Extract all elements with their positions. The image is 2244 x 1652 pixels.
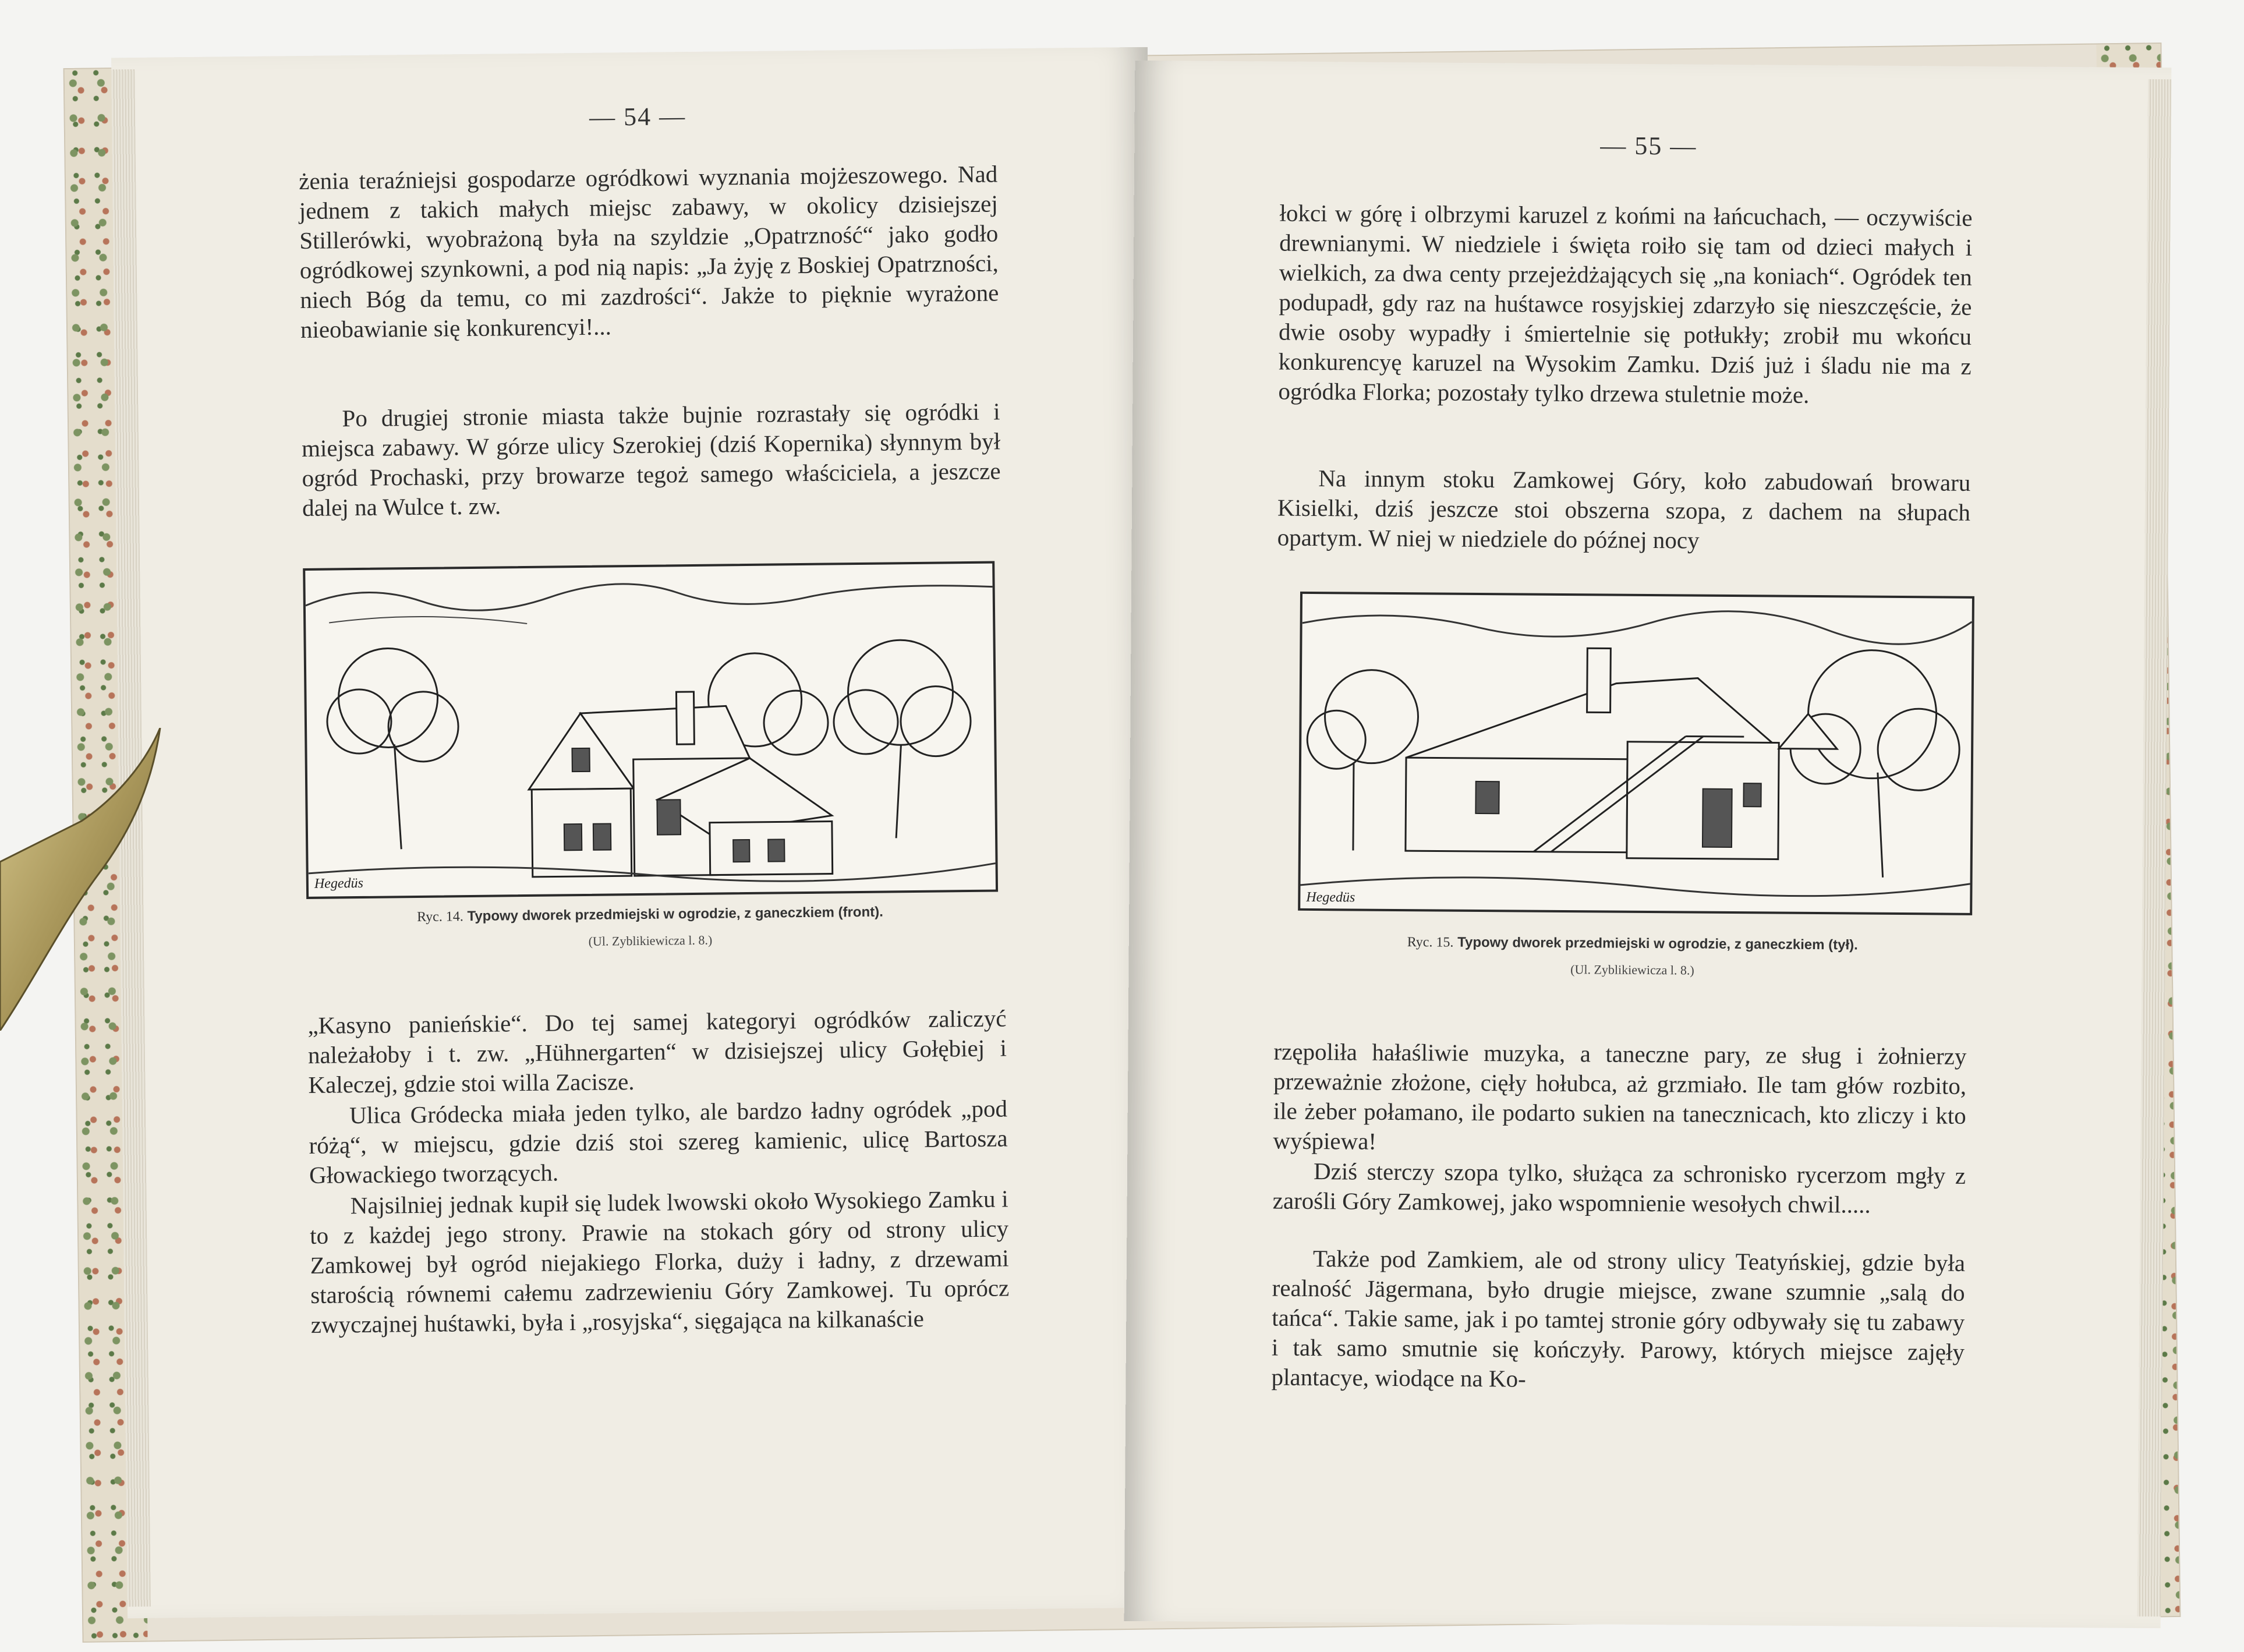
figure-15-title: Typowy dworek przedmiejski w ogrodzie, z ganeczkiem (tył). — [1457, 934, 1858, 953]
figure-signature-right: Hegedüs — [1306, 889, 1355, 905]
house-back-drawing — [1300, 594, 1972, 913]
paragraph-right-top: łokci w górę i olbrzymi karuzel z końmi na łańcuchach, — oczywiście drewnianymi. W niedziele i święta roiło się tam od dzieci małych i wielkich, za dwa centy przejeżdżających się „na koniach“. Ogródek ten podupadł, gdy raz na huśtawce rosyjskiej zdarzyło się nieszczęście, że dwie osoby wypadły i śmiertelnie się potłukły; zrobił mu wkońcu konkurencyę karuzel na Wysokim Zamku. Dziś już i śladu nie ma z ogródka Florka; pozostały tylko drzewa stuletnie może. — [1278, 199, 1973, 408]
figure-14-illustration — [303, 561, 998, 899]
paragraph-left-top: żenia teraźniejsi gospodarze ogródkowi wyznania mojżeszowego. Nad jednem z takich małych miejsc zabawy, w okolicy dzisiejszej Stillerówki, wyobrażoną była na szyldzie „Opatrzność“ jako godło ogródkowej szynkowni, a pod nią napis: „Ja żyję z Boskiej Opatrzności, niech Bóg da temu, co mi zazdrości“. Jakże to pięknie wyrażone nieobawianie się konkurencyi!... — [299, 160, 999, 344]
letter-opener — [0, 728, 169, 1031]
page-number-right: — 55 — — [1600, 131, 1697, 161]
figure-15-label: Ryc. 15. — [1407, 935, 1454, 950]
figure-signature-left: Hegedüs — [314, 875, 364, 892]
house-front-drawing — [305, 564, 996, 897]
paragraph-left-bottom-1: „Kasyno panieńskie“. Do tej samej kategoryi ogródków zaliczyć należałoby i t. zw. „Hühnergarten“ w dzisiejszej ulicy Gołębiej i Kaleczej, gdzie stoi willa Zacisze. — [307, 1004, 1007, 1098]
paragraph-right-bottom-2: Dziś sterczy szopa tylko, służąca za schronisko rycerzom mgły z zarośli Góry Zamkowej, jako wspomnienie wesołych chwil..... — [1272, 1158, 1966, 1218]
paragraph-left-bottom-3: Najsilniej jednak kupił się ludek lwowski około Wysokiego Zamku i to z każdej jego strony. Prawie na stokach góry od strony ulicy Zamkowej był ogród niejakiego Florka, duży i ładny, z drzewami starością równemi całemu zadrzewieniu Góry Zamkowej. Tu oprócz zwyczajnej huśtawki, była i „rosyjska“, sięgająca na kilkanaście — [309, 1185, 1010, 1338]
paragraph-left-bottom-2: Ulica Gródecka miała jeden tylko, ale bardzo ładny ogródek „pod różą“, w miejscu, gdzie dziś stoi szereg kamienic, ulicę Bartosza Głowackiego tworzących. — [309, 1095, 1008, 1188]
figure-14-title: Typowy dworek przedmiejski w ogrodzie, z ganeczkiem (front). — [467, 904, 883, 925]
figure-15-illustration — [1298, 592, 1974, 915]
paragraph-right-top-2: Na innym stoku Zamkowej Góry, koło zabudowań browaru Kisielki, dziś jeszcze stoi obszerna szopa, z dachem na słupach opartym. W niej w niedziele do późnej nocy — [1277, 465, 1971, 554]
figure-14-caption — [306, 903, 993, 926]
figure-14-label: Ryc. 14. — [416, 909, 463, 925]
page-number-left: — 54 — — [589, 102, 686, 132]
figure-15-subcaption: (Ul. Zyblikiewicza l. 8.) — [1570, 962, 1694, 978]
paragraph-right-bottom-1: rzępoliła hałaśliwie muzyka, a taneczne pary, ze sług i żołnierzy przeważnie złożone, cięły hołubca, aż grzmiało. Ile tam głów rozbito, ile żeber połamano, ile podarto sukien na tanecznicach, kto zliczy i kto wyśpiewa! — [1273, 1038, 1967, 1155]
figure-14-subcaption: (Ul. Zyblikiewicza l. 8.) — [588, 932, 713, 949]
left-page — [111, 47, 1164, 1618]
right-page — [1124, 61, 2172, 1628]
paragraph-left-top-2: Po drugiej stronie miasta także bujnie rozrastały się ogródki i miejsca zabawy. W górze ulicy Szerokiej (dziś Kopernika) słynnym był ogród Prochaski, przy browarze tegoż samego właściciela, a jeszcze dalej na Wulce t. zw. — [301, 398, 1001, 521]
figure-15-caption — [1298, 933, 1967, 954]
paragraph-right-bottom-3: Także pod Zamkiem, ale od strony ulicy Teatyńskiej, gdzie była realność Jägermana, było drugie miejsce, zwane szumnie „salą do tańca“. Takie same, jak i po tamtej stronie góry odbywały się tu zabawy i tak samo smutnie się kończyły. Parowy, których miejsce zajęły plantacye, wiodące na Ko- — [1271, 1245, 1966, 1392]
